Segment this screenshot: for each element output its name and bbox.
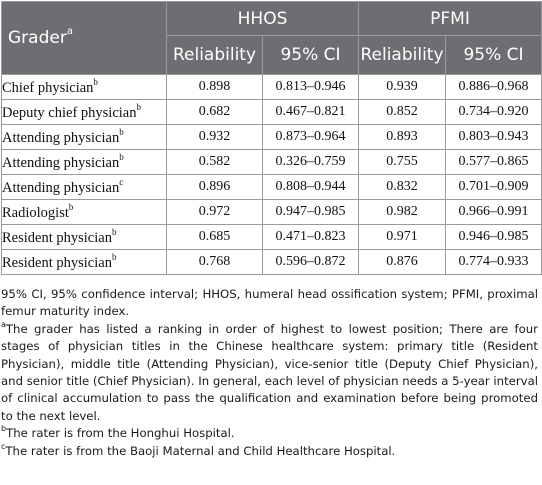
- footnote-c-mark: c: [1, 441, 6, 451]
- hhos-reliability-cell: 0.896: [167, 175, 263, 200]
- header-hhos-reliability: Reliability: [167, 36, 263, 75]
- pfmi-reliability-cell: 0.876: [359, 250, 446, 275]
- table-row: [2, 175, 542, 200]
- table-row: [2, 250, 542, 275]
- table-footnotes: [1, 286, 538, 460]
- table-header-row-groups: [2, 2, 542, 36]
- hhos-ci-cell: 0.596–0.872: [263, 250, 359, 275]
- table-row: [2, 100, 542, 125]
- footnote-b-text: The rater is from the Honghui Hospital.: [6, 426, 235, 441]
- grader-cell: Attending physician$^b$: [2, 125, 167, 150]
- pfmi-ci-cell: 0.803–0.943: [446, 125, 542, 150]
- table-row: [2, 200, 542, 225]
- hhos-reliability-cell: 0.682: [167, 100, 263, 125]
- hhos-ci-cell: 0.947–0.985: [263, 200, 359, 225]
- grader-cell: Attending physician$^c$: [2, 175, 167, 200]
- grader-cell: Chief physician$^b$: [2, 75, 167, 100]
- pfmi-ci-cell: 0.946–0.985: [446, 225, 542, 250]
- pfmi-ci-cell: 0.966–0.991: [446, 200, 542, 225]
- table-row: [2, 125, 542, 150]
- header-pfmi-ci: 95% CI: [446, 36, 542, 75]
- footnote-b: [1, 425, 538, 442]
- hhos-ci-cell: 0.873–0.964: [263, 125, 359, 150]
- table-row: [2, 150, 542, 175]
- hhos-ci-cell: 0.467–0.821: [263, 100, 359, 125]
- table-body: [2, 75, 542, 275]
- header-pfmi-reliability: Reliability: [359, 36, 446, 75]
- footnote-abbreviations: 95% CI, 95% confidence interval; HHOS, humeral head ossification system; PFMI, proximal femur maturity index.: [1, 287, 538, 319]
- hhos-reliability-cell: 0.972: [167, 200, 263, 225]
- hhos-reliability-cell: 0.932: [167, 125, 263, 150]
- hhos-ci-cell: 0.471–0.823: [263, 225, 359, 250]
- pfmi-ci-cell: 0.886–0.968: [446, 75, 542, 100]
- footnote-a-text: The grader has listed a ranking in order of highest to lowest position; There are four stages of physician titles in the Chinese healthcare system: primary title (Resident Physician), middle title (Attending Physician), vice-senior title (Deputy Chief Physician), and senior title (Chief Physician). In general, each level of physician needs a 5-year interval of clinical accumulation to pass the qualification and examination before being promoted to the next level.: [1, 321, 538, 423]
- grader-cell: Attending physician$^b$: [2, 150, 167, 175]
- pfmi-ci-cell: 0.701–0.909: [446, 175, 542, 200]
- pfmi-ci-cell: 0.734–0.920: [446, 100, 542, 125]
- pfmi-reliability-cell: 0.832: [359, 175, 446, 200]
- pfmi-reliability-cell: 0.852: [359, 100, 446, 125]
- grader-cell: Resident physician$^b$: [2, 225, 167, 250]
- pfmi-reliability-cell: 0.939: [359, 75, 446, 100]
- pfmi-ci-cell: 0.577–0.865: [446, 150, 542, 175]
- header-group-hhos: HHOS: [167, 2, 359, 36]
- header-group-pfmi: PFMI: [359, 2, 542, 36]
- footnote-a-mark: a: [1, 319, 6, 329]
- header-hhos-ci: 95% CI: [263, 36, 359, 75]
- pfmi-ci-cell: 0.774–0.933: [446, 250, 542, 275]
- hhos-reliability-cell: 0.685: [167, 225, 263, 250]
- header-grader: Grader$^a$: [2, 2, 167, 75]
- footnote-a: [1, 321, 538, 425]
- pfmi-reliability-cell: 0.755: [359, 150, 446, 175]
- reliability-table: [1, 1, 542, 275]
- grader-cell: Deputy chief physician$^b$: [2, 100, 167, 125]
- pfmi-reliability-cell: 0.971: [359, 225, 446, 250]
- footnote-c-text: The rater is from the Baoji Maternal and Child Healthcare Hospital.: [5, 443, 396, 458]
- grader-cell: Radiologist$^b$: [2, 200, 167, 225]
- pfmi-reliability-cell: 0.982: [359, 200, 446, 225]
- hhos-ci-cell: 0.813–0.946: [263, 75, 359, 100]
- table-row: [2, 225, 542, 250]
- hhos-reliability-cell: 0.898: [167, 75, 263, 100]
- hhos-ci-cell: 0.326–0.759: [263, 150, 359, 175]
- hhos-reliability-cell: 0.768: [167, 250, 263, 275]
- hhos-ci-cell: 0.808–0.944: [263, 175, 359, 200]
- hhos-reliability-cell: 0.582: [167, 150, 263, 175]
- pfmi-reliability-cell: 0.893: [359, 125, 446, 150]
- table-row: [2, 75, 542, 100]
- footnote-b-mark: b: [1, 424, 7, 434]
- grader-cell: Resident physician$^b$: [2, 250, 167, 275]
- footnote-c: [1, 443, 538, 460]
